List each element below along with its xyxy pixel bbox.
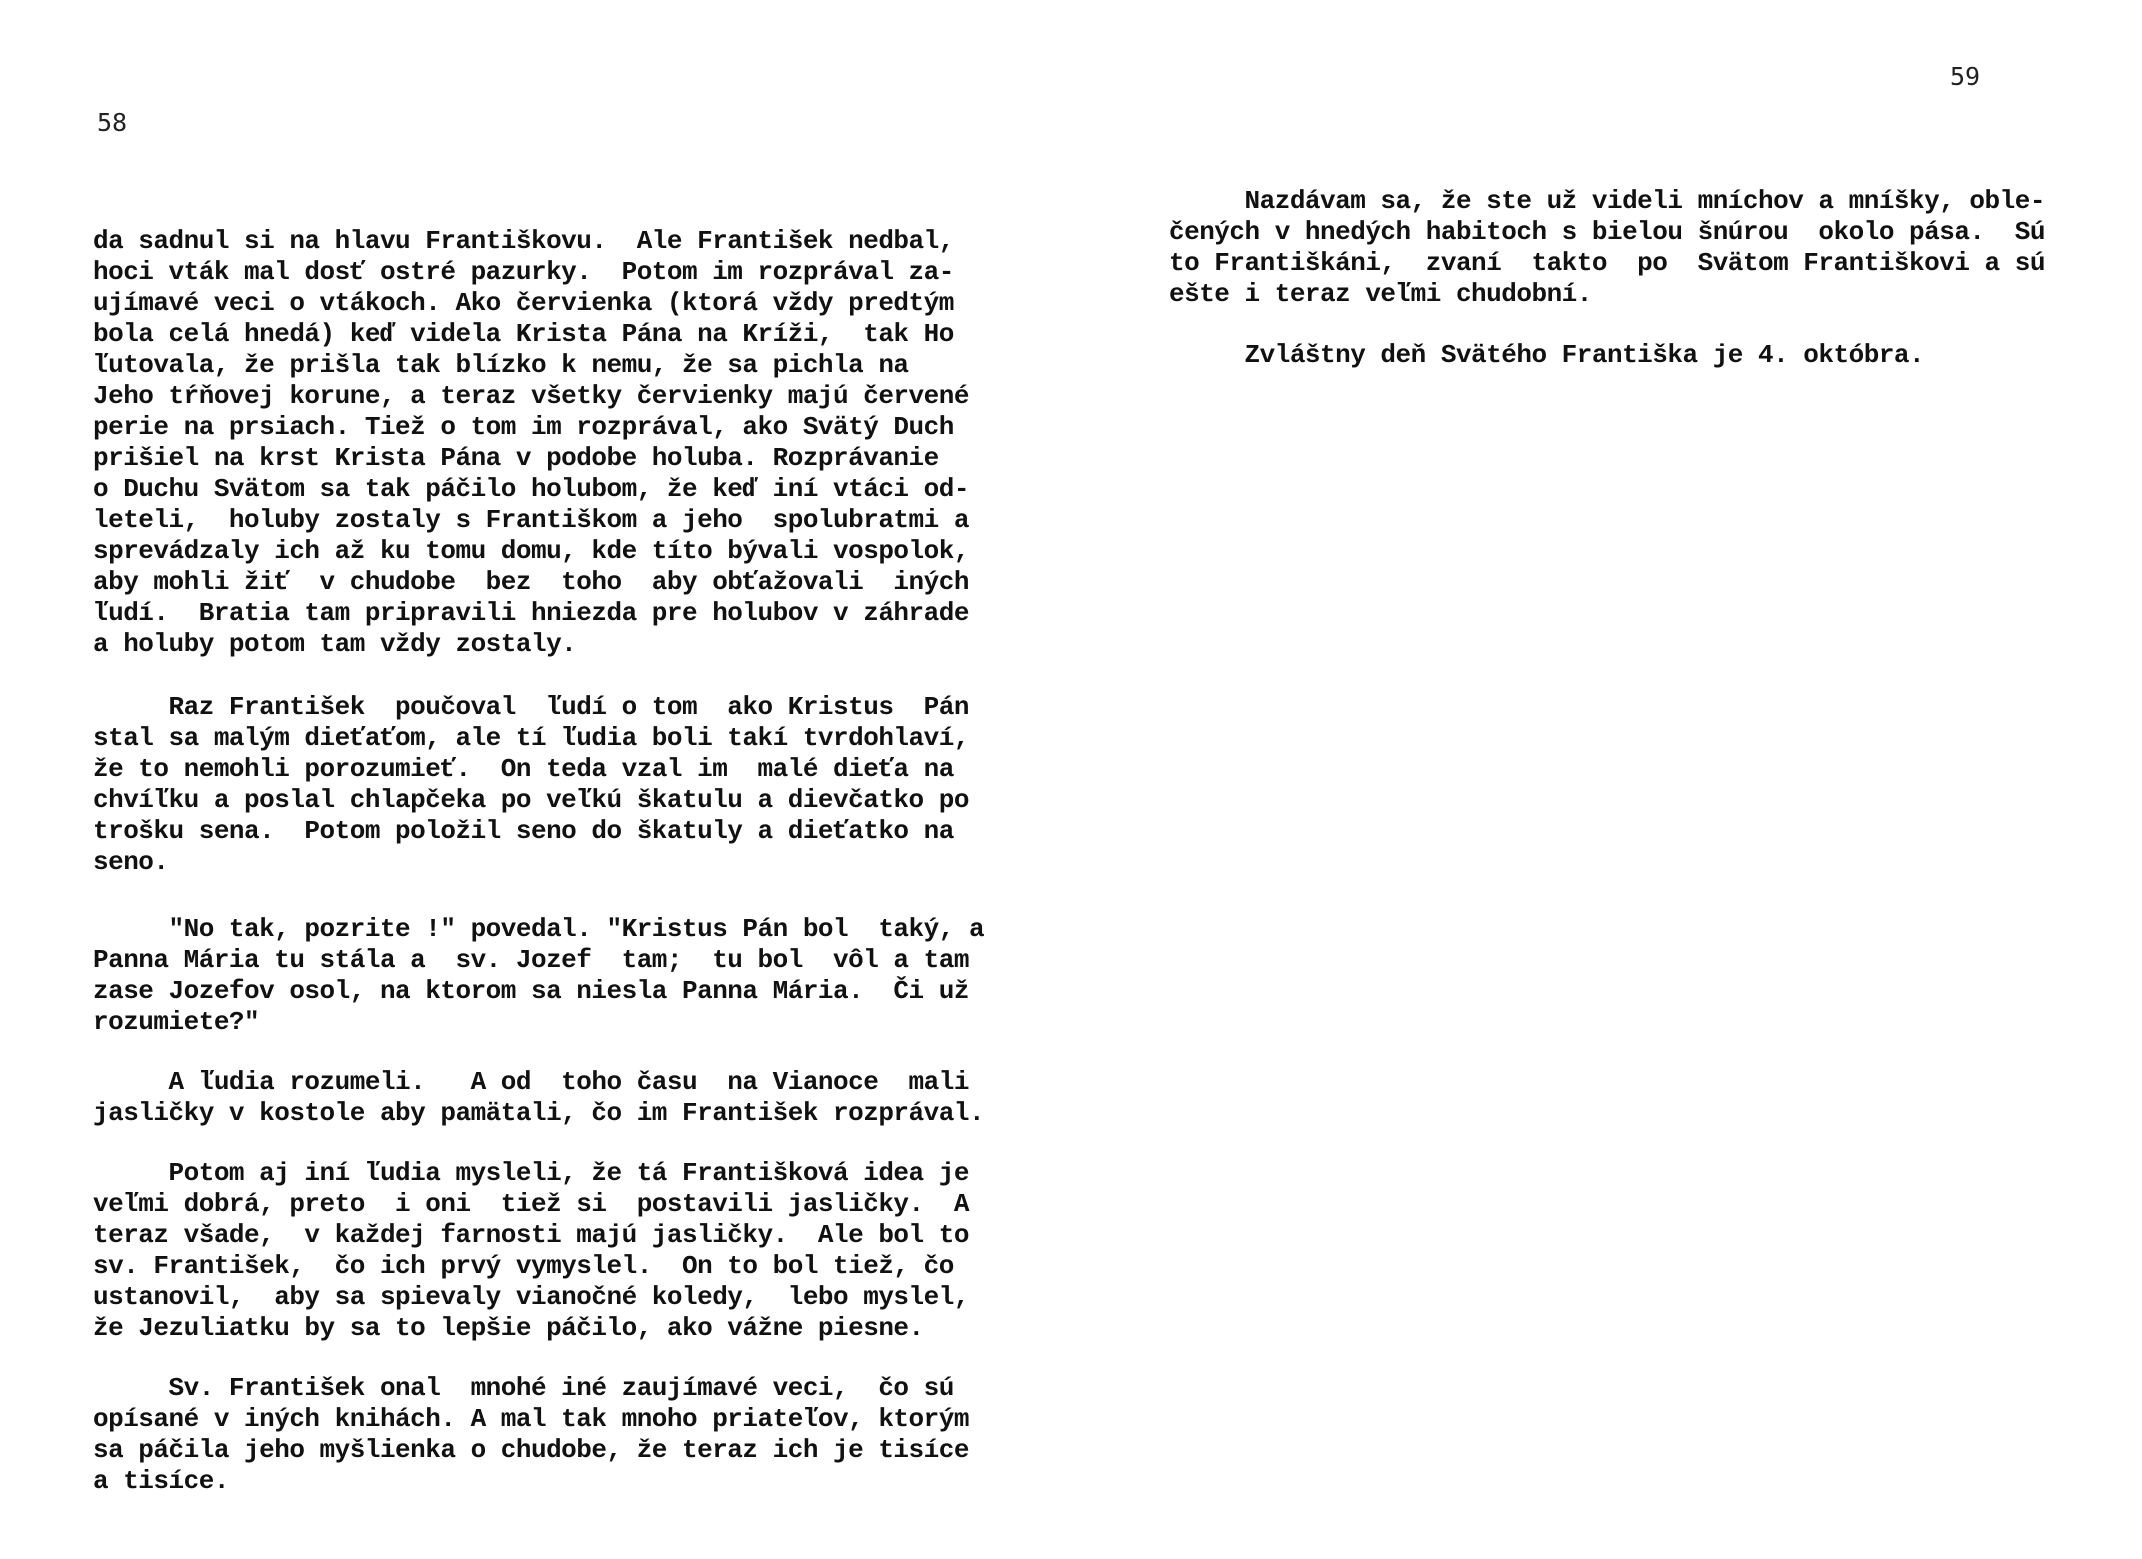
paragraph: da sadnul si na hlavu Františkovu. Ale František nedbal, hoci vták mal dosť ostré pazurky. Potom im rozprával za- ujímavé veci o vtákoch. Ako červienka (ktorá vždy predtým bola celá hnedá) keď videla Krista Pána na Kríži, tak Ho ľutovala, že prišla tak blízko k nemu, že sa pichla na Jeho tŕňovej korune, a teraz všetky červienky majú červené perie na prsiach. Tiež o tom im rozprával, ako Svätý Duch prišiel na krst Krista Pána v podobe holuba. Rozprávanie o Duchu Svätom sa tak páčilo holubom, že keď iní vtáci od- leteli, holuby zostaly s Františkom a jeho spolubratmi a sprevádzaly ich až ku tomu domu, kde títo bývali vospolok, aby mohli žiť v chudobe bez toho aby obťažovali iných ľudí. Bratia tam pripravili hniezda pre holubov v záhrade a holuby potom tam vždy zostaly. — [93, 226, 969, 659]
left-page — [0, 0, 1071, 1500]
paragraph: Raz František poučoval ľudí o tom ako Kristus Pán stal sa malým dieťaťom, ale tí ľudia boli takí tvrdohlaví, že to nemohli porozumieť. On teda vzal im malé dieťa na chvíľku a poslal chlapčeka po veľkú škatulu a dievčatko po trošku sena. Potom položil seno do škatuly a dieťatko na seno. — [93, 692, 969, 877]
right-page-number: 59 — [1950, 62, 1981, 91]
paragraph: A ľudia rozumeli. A od toho času na Vianoce mali jasličky v kostole aby pamätali, čo im František rozprával. — [93, 1067, 985, 1128]
paragraph: Potom aj iní ľudia mysleli, že tá Františková idea je veľmi dobrá, preto i oni tiež si postavili jasličky. A teraz všade, v každej farnosti majú jasličky. Ale bol to sv. František, čo ich prvý vymyslel. On to bol tiež, čo ustanovil, aby sa spievaly vianočné koledy, lebo myslel, že Jezuliatku by sa to lepšie páčilo, ako vážne piesne. — [93, 1158, 969, 1343]
paragraph: Zvláštny deň Svätého Františka je 4. októbra. — [1169, 340, 1925, 370]
paragraph: "No tak, pozrite !" povedal. "Kristus Pán bol taký, a Panna Mária tu stála a sv. Jozef tam; tu bol vôl a tam zase Jozefov osol, na ktorom sa niesla Panna Mária. Či už rozumiete?" — [93, 914, 985, 1037]
right-paragraph-2 — [1169, 278, 2069, 402]
left-paragraph-6 — [93, 1311, 1033, 1559]
paragraph: Nazdávam sa, že ste už videli mníchov a mníšky, oble- čených v hnedých habitoch s bielou šnúrou okolo pása. Sú to Františkáni, zvaní takto po Svätom Františkovi a sú ešte i teraz veľmi chudobní. — [1169, 186, 2045, 309]
paragraph: Sv. František onal mnohé iné zaujímavé veci, čo sú opísané v iných knihách. A mal tak mnoho priateľov, ktorým sa páčila jeho myšlienka o chudobe, že teraz ich je tisíce a tisíce. — [93, 1373, 969, 1496]
left-page-number: 58 — [97, 108, 128, 137]
